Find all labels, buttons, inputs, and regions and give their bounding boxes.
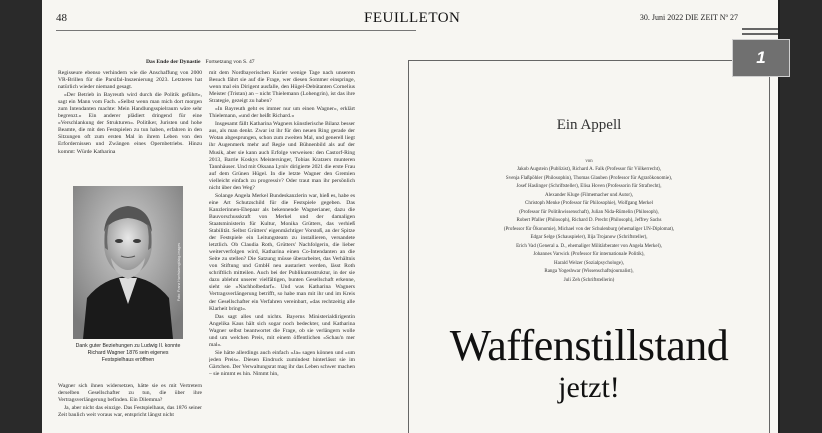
paragraph: Sie hätte allerdings auch einfach »Ja« sagen können und »um jeden Preis«. Diesen Eindruck zumindest hinterlässt sie im Gärtchen. Der Verwaltungsrat mag ihr das Leben schwer machen – sie nimmt es hin. Nimmt hin,	[209, 349, 355, 377]
article-column-1-bottom	[58, 383, 202, 433]
signer-line: Erich Vad (General a. D., ehemaliger Militärberater von Angela Merkel),	[516, 243, 662, 249]
wagner-portrait-photo	[73, 186, 183, 339]
signer-line: Harald Welzer (Sozialpsychologe),	[554, 260, 624, 266]
portrait-illustration	[73, 186, 183, 339]
paragraph: Wagner sich ihnen widersetzen, hätte sie es mit Vertretern derselben Gesellschafter zu tun, die über ihre Vertragsverlängerung befinden. Ein Dilemma?	[58, 383, 202, 404]
signer-line: (Professor für Ökonomie), Michael von der Schulenburg (ehemaliger UN-Diplomat),	[503, 226, 675, 232]
signer-line: Christoph Menke (Professor für Philosophie), Wolfgang Merkel	[525, 201, 653, 206]
article-column-2	[209, 70, 355, 433]
photo-credit: Foto: Franz Hanfstaengl/akg-images	[177, 242, 181, 301]
paragraph: »In Bayreuth geht es immer nur um einen Wagner«, erklärt Thielemann, »und der heißt Richard.«	[209, 106, 355, 120]
newspaper-page	[42, 0, 778, 433]
left-viewer-margin	[0, 0, 42, 433]
advert-headline-line-1: Waffenstillstand	[449, 321, 729, 370]
signer-line: Josef Haslinger (Schriftsteller), Elisa Hoven (Professorin für Strafrecht),	[516, 184, 662, 189]
section-title: FEUILLETON	[364, 10, 461, 26]
paragraph: Solange Angela Merkel Bundeskanzlerin war, hieß es, habe es eine Art Schutzschild für die Festspiele gegeben. Das Kanzlerinnen-Ehepaar als bekennende Wagnerianer, dazu die Bauvorschusskraft von Merkel und der damaligen Staatsministerin für Kultur, Monika Grütters, das verhieß Stabilität. Selbst Grütters' eigenmächtiger Vorstoß, an der Spitze der Festspiele ein Leitungsteam zu installieren, versandete letztlich. Ob Claudia Roth, Grütters' Nachfolgerin, die lieber weiterverfolgen wird, Katharina einen Co-Intendanten an die Seite zu stellen? Die Satzung müsse überarbeitet, das Verhältnis von Stiftung und GmbH neu austariert werden, lässt Roth schriftlich mitteilen. Auch bei der Publikumsstruktur, in der sie dazu ablehnt unserer vielfältigen, bunten Gesellschaft erkenne, sieht sie »Nachholbedarf«. Und was Katharina Wagners Vertragsverlängerung betrifft, so habe man mit ihr und im Kreis der Gesellschafter ein Verfahren vereinbart, »das rechtzeitig alle Klarheit bringt«.	[209, 192, 355, 312]
paragraph: Insgesamt fällt Katharina Wagners künstlerische Bilanz besser aus, als man denkt. Zwar ist ihr für den neuen Ring gerade der Wotan abgesprungen, schon zum zweiten Mal, und generell liegt ihr Augenmerk mehr auf Regie und Bühnenbild als auf der Musik, aber sie kann auch Erfolge verweisen: den Castorf-Ring 2013, Barrie Koskys Meistersinger, Tobias Kratzers munteren Tannhäuser. Und mit Oksana Lyniv dirigierte 2021 die erste Frau auf dem Grünen Hügel. In die letzte Wagner den Gremien vielleicht einfach zu progressiv? Oder traut man ihr persönlich nicht über den Weg?	[209, 121, 355, 191]
signer-line: Edgar Selge (Schauspieler), Ilija Trojanow (Schriftsteller),	[530, 235, 648, 240]
advert-headline-line-2: jetzt!	[558, 371, 620, 404]
advert-signers	[449, 166, 729, 285]
header-rule	[56, 30, 416, 31]
signer-line: Jakob Augstein (Publizist), Richard A. Falk (Professor für Völkerrecht),	[517, 167, 661, 172]
region-number-badge[interactable]: 1	[732, 39, 790, 77]
article-column-1-top	[58, 70, 202, 182]
paragraph: Das sagt alles und nichts. Bayerns Ministerialdirigentin Angelika Kaus hält sich sogar noch bedeckter, und Katharina Wagner selbst beantwortet die Frage, ob sie verlängern wolle und um welchen Preis, mit einem öffentlichen »Schau'n mer mal«.	[209, 313, 355, 348]
photo-caption: Dank guter Beziehungen zu Ludwig II. konnte Richard Wagner 1876 sein eigenes Festspielhaus eröffnen	[75, 343, 181, 363]
signer-line: Alexander Kluge (Filmemacher und Autor),	[545, 192, 633, 198]
paragraph: Regisseure ebenso verhindern wie die Anschaffung von 2000 VR-Brillen für die Parsifal-Inszenierung 2023. Letzteres hat natürlich wieder niemand gesagt.	[58, 70, 202, 91]
page-number: 48	[56, 12, 67, 24]
paragraph: Ja, aber nicht das einzige. Das Festspielhaus, das 1876 seiner Zeit baulich weit voraus war, entspricht längst nicht	[58, 405, 202, 419]
kicker-title: Das Ende der Dynastie	[146, 59, 201, 65]
paragraph: mit dem Nordbayerischen Kurier wenige Tage nach unserem Besuch fährt sie auf die Frage, wer diesen Sommer einspringe, wenn mal ein Dirigent ausfalle, den Hügel-Debütanten Cornelius Meister (Tristan) an – nicht Thielemann (Lohengrin), ist das ihre Strategie, gezeigt zu haben?	[209, 70, 355, 105]
issue-date: 30. Juni 2022 DIE ZEIT Nº 27	[639, 13, 738, 22]
signer-line: Johannes Varwick (Professor für internationale Politik),	[533, 252, 645, 257]
badge-lines-icon	[742, 28, 778, 38]
signer-line: Juli Zeh (Schriftstellerin)	[563, 277, 615, 283]
advert-title: Ein Appell	[556, 117, 622, 133]
kicker-continued: Fortsetzung von S. 47	[205, 59, 255, 65]
signer-line: Robert Pfaller (Philosoph), Richard D. Precht (Philosoph), Jeffrey Sachs	[516, 218, 662, 223]
advert-from: von	[585, 159, 593, 164]
advert-box	[408, 60, 770, 433]
signer-line: (Professor für Politikwissenschaft), Julian Nida-Rümelin (Philosoph),	[519, 209, 659, 215]
signer-line: Svenja Flaßpöhler (Philosophin), Thomas Glauben (Professor für Agrarökonomie),	[505, 175, 673, 181]
paragraph: »Der Betrieb in Bayreuth wird durch die Politik geführt«, sagt ein Mann vom Fach. »Selbst wenn man mich dort morgen zum Intendanten machte: Mein Handlungsspielraum wäre sehr begrenzt.« Ein anderer plädiert dringend für eine »Verschlankung der Strukturen«. Politiker, Juristen und hohe Beamte, die mit den Festspielen zu tun haben, erfahren in den Sitzungen oft zum ersten Mal in ihrem Leben von den Erfordernissen und Zwängen eines Opernbetriebs. Hinzu kommt: Würde Katharina	[58, 92, 202, 155]
signer-line: Ranga Yogeshwar (Wissenschaftsjournalist),	[544, 269, 634, 274]
article-kicker	[146, 59, 255, 65]
page-header	[42, 10, 778, 28]
